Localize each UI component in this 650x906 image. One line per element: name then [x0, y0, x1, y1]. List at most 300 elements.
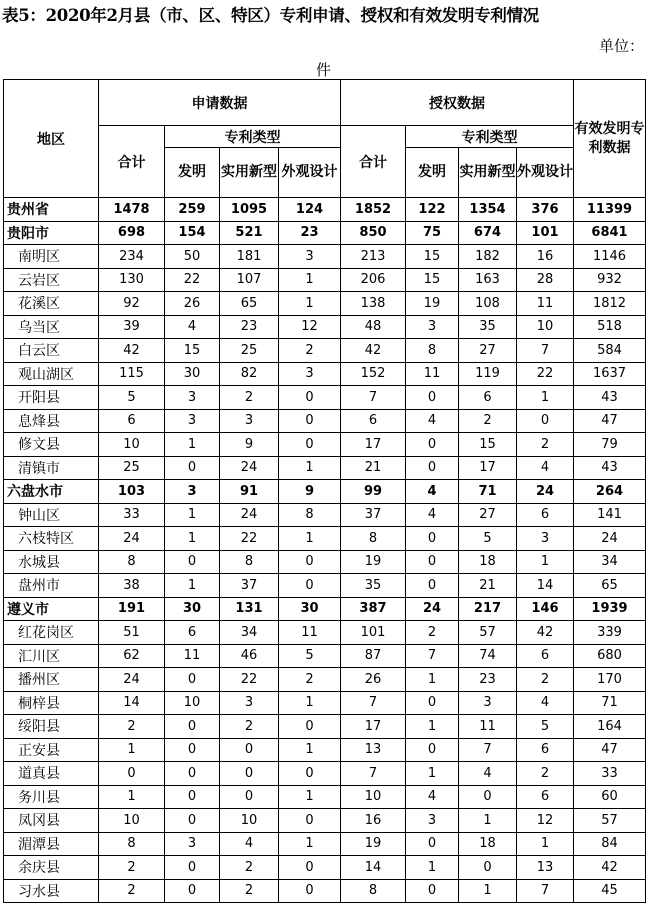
cell-grant-total: 7: [341, 386, 406, 410]
table-row: [4, 480, 646, 504]
header-grant-design: 外观设计: [517, 148, 574, 198]
cell-region: 汇川区: [4, 644, 99, 668]
cell-valid: 1939: [574, 597, 646, 621]
cell-grant-invention: 1: [406, 762, 459, 786]
cell-apply-total: 1: [99, 738, 165, 762]
cell-apply-utility: 4: [220, 832, 279, 856]
cell-grant-utility: 0: [459, 856, 517, 880]
cell-apply-utility: 2: [220, 715, 279, 739]
cell-apply-total: 191: [99, 597, 165, 621]
table-row: [4, 362, 646, 386]
cell-valid: 339: [574, 621, 646, 645]
cell-apply-invention: 1: [165, 527, 220, 551]
cell-apply-total: 6: [99, 409, 165, 433]
cell-apply-design: 0: [279, 409, 341, 433]
cell-grant-invention: 0: [406, 879, 459, 903]
cell-apply-design: 1: [279, 456, 341, 480]
table-row: [4, 339, 646, 363]
header-grant-utility: 实用新型: [459, 148, 517, 198]
table-row: [4, 268, 646, 292]
cell-apply-total: 234: [99, 245, 165, 269]
cell-apply-total: 24: [99, 527, 165, 551]
cell-apply-design: 1: [279, 785, 341, 809]
table-row: [4, 527, 646, 551]
table-row: [4, 785, 646, 809]
table-row: [4, 245, 646, 269]
cell-apply-design: 23: [279, 221, 341, 245]
cell-apply-invention: 11: [165, 644, 220, 668]
cell-apply-utility: 2: [220, 386, 279, 410]
cell-grant-total: 206: [341, 268, 406, 292]
table-row: [4, 315, 646, 339]
cell-grant-total: 21: [341, 456, 406, 480]
cell-apply-total: 115: [99, 362, 165, 386]
cell-grant-utility: 74: [459, 644, 517, 668]
cell-grant-design: 0: [517, 409, 574, 433]
cell-apply-design: 1: [279, 268, 341, 292]
table-title: 表5：2020年2月县（市、区、特区）专利申请、授权和有效发明专利情况: [2, 6, 539, 25]
cell-grant-design: 10: [517, 315, 574, 339]
cell-apply-design: 0: [279, 550, 341, 574]
cell-grant-total: 99: [341, 480, 406, 504]
cell-grant-utility: 1354: [459, 198, 517, 222]
cell-valid: 65: [574, 574, 646, 598]
cell-apply-design: 11: [279, 621, 341, 645]
cell-grant-design: 22: [517, 362, 574, 386]
cell-grant-utility: 1: [459, 809, 517, 833]
cell-valid: 264: [574, 480, 646, 504]
table-row: [4, 621, 646, 645]
cell-apply-invention: 0: [165, 738, 220, 762]
cell-apply-invention: 0: [165, 762, 220, 786]
cell-apply-design: 2: [279, 668, 341, 692]
cell-apply-total: 103: [99, 480, 165, 504]
header-grant-type-group: 专利类型: [406, 126, 574, 148]
cell-apply-design: 1: [279, 691, 341, 715]
cell-region: 云岩区: [4, 268, 99, 292]
cell-grant-utility: 11: [459, 715, 517, 739]
cell-apply-utility: 10: [220, 809, 279, 833]
cell-apply-total: 39: [99, 315, 165, 339]
cell-region: 正安县: [4, 738, 99, 762]
cell-apply-utility: 9: [220, 433, 279, 457]
cell-grant-total: 17: [341, 715, 406, 739]
cell-apply-utility: 46: [220, 644, 279, 668]
cell-apply-utility: 107: [220, 268, 279, 292]
cell-grant-total: 10: [341, 785, 406, 809]
cell-grant-invention: 15: [406, 245, 459, 269]
cell-apply-total: 698: [99, 221, 165, 245]
cell-region: 绥阳县: [4, 715, 99, 739]
cell-apply-total: 130: [99, 268, 165, 292]
cell-grant-total: 7: [341, 691, 406, 715]
cell-apply-invention: 10: [165, 691, 220, 715]
cell-grant-design: 7: [517, 879, 574, 903]
cell-grant-design: 1: [517, 386, 574, 410]
cell-apply-utility: 181: [220, 245, 279, 269]
cell-valid: 43: [574, 386, 646, 410]
cell-region: 贵阳市: [4, 221, 99, 245]
cell-apply-design: 9: [279, 480, 341, 504]
cell-apply-utility: 3: [220, 409, 279, 433]
cell-apply-invention: 6: [165, 621, 220, 645]
cell-grant-invention: 1: [406, 856, 459, 880]
cell-apply-design: 0: [279, 574, 341, 598]
cell-apply-design: 2: [279, 339, 341, 363]
cell-grant-invention: 4: [406, 785, 459, 809]
cell-grant-utility: 0: [459, 785, 517, 809]
cell-grant-utility: 18: [459, 832, 517, 856]
cell-grant-design: 4: [517, 691, 574, 715]
cell-grant-utility: 23: [459, 668, 517, 692]
cell-valid: 45: [574, 879, 646, 903]
cell-apply-design: 12: [279, 315, 341, 339]
cell-grant-invention: 4: [406, 503, 459, 527]
cell-grant-total: 138: [341, 292, 406, 316]
cell-valid: 1637: [574, 362, 646, 386]
cell-grant-design: 1: [517, 832, 574, 856]
cell-apply-total: 10: [99, 433, 165, 457]
cell-apply-utility: 131: [220, 597, 279, 621]
cell-region: 贵州省: [4, 198, 99, 222]
cell-apply-design: 1: [279, 832, 341, 856]
table-row: [4, 668, 646, 692]
cell-region: 修文县: [4, 433, 99, 457]
cell-valid: 518: [574, 315, 646, 339]
cell-apply-utility: 521: [220, 221, 279, 245]
cell-grant-utility: 2: [459, 409, 517, 433]
cell-apply-design: 0: [279, 386, 341, 410]
cell-grant-total: 48: [341, 315, 406, 339]
cell-apply-total: 2: [99, 856, 165, 880]
cell-grant-total: 7: [341, 762, 406, 786]
cell-apply-design: 0: [279, 879, 341, 903]
cell-grant-total: 1852: [341, 198, 406, 222]
cell-valid: 84: [574, 832, 646, 856]
cell-apply-design: 1: [279, 527, 341, 551]
patent-table: [3, 79, 646, 903]
cell-valid: 932: [574, 268, 646, 292]
cell-apply-utility: 0: [220, 762, 279, 786]
cell-apply-invention: 0: [165, 668, 220, 692]
cell-grant-total: 17: [341, 433, 406, 457]
table-row: [4, 456, 646, 480]
table-row: [4, 644, 646, 668]
cell-region: 开阳县: [4, 386, 99, 410]
cell-region: 桐梓县: [4, 691, 99, 715]
cell-grant-design: 5: [517, 715, 574, 739]
cell-grant-design: 1: [517, 550, 574, 574]
cell-region: 红花岗区: [4, 621, 99, 645]
cell-grant-utility: 119: [459, 362, 517, 386]
cell-grant-invention: 0: [406, 456, 459, 480]
cell-apply-utility: 91: [220, 480, 279, 504]
cell-apply-total: 92: [99, 292, 165, 316]
cell-apply-utility: 37: [220, 574, 279, 598]
cell-apply-utility: 0: [220, 785, 279, 809]
cell-valid: 170: [574, 668, 646, 692]
cell-apply-total: 25: [99, 456, 165, 480]
header-apply-type-group: 专利类型: [165, 126, 341, 148]
cell-grant-total: 101: [341, 621, 406, 645]
table-row: [4, 386, 646, 410]
cell-apply-invention: 259: [165, 198, 220, 222]
table-body: [4, 198, 646, 903]
table-row: [4, 762, 646, 786]
cell-apply-invention: 0: [165, 785, 220, 809]
cell-apply-total: 24: [99, 668, 165, 692]
table-row: [4, 879, 646, 903]
cell-apply-utility: 8: [220, 550, 279, 574]
cell-grant-invention: 1: [406, 668, 459, 692]
cell-grant-utility: 5: [459, 527, 517, 551]
cell-apply-utility: 22: [220, 527, 279, 551]
cell-grant-total: 387: [341, 597, 406, 621]
cell-grant-utility: 35: [459, 315, 517, 339]
cell-region: 南明区: [4, 245, 99, 269]
cell-grant-invention: 15: [406, 268, 459, 292]
cell-apply-total: 2: [99, 715, 165, 739]
cell-apply-invention: 0: [165, 715, 220, 739]
cell-valid: 33: [574, 762, 646, 786]
cell-grant-invention: 19: [406, 292, 459, 316]
cell-grant-utility: 108: [459, 292, 517, 316]
cell-grant-invention: 75: [406, 221, 459, 245]
cell-grant-utility: 17: [459, 456, 517, 480]
header-apply-invention: 发明: [165, 148, 220, 198]
cell-apply-utility: 34: [220, 621, 279, 645]
cell-apply-total: 8: [99, 832, 165, 856]
cell-apply-design: 0: [279, 433, 341, 457]
cell-apply-invention: 1: [165, 433, 220, 457]
cell-grant-invention: 7: [406, 644, 459, 668]
cell-apply-total: 42: [99, 339, 165, 363]
cell-grant-invention: 0: [406, 386, 459, 410]
table-row: [4, 221, 646, 245]
cell-apply-utility: 23: [220, 315, 279, 339]
cell-grant-total: 19: [341, 550, 406, 574]
cell-apply-design: 30: [279, 597, 341, 621]
cell-grant-invention: 0: [406, 738, 459, 762]
cell-apply-utility: 2: [220, 879, 279, 903]
cell-grant-invention: 11: [406, 362, 459, 386]
cell-region: 观山湖区: [4, 362, 99, 386]
cell-grant-design: 3: [517, 527, 574, 551]
cell-region: 凤冈县: [4, 809, 99, 833]
cell-apply-invention: 0: [165, 856, 220, 880]
cell-grant-invention: 2: [406, 621, 459, 645]
cell-apply-invention: 1: [165, 503, 220, 527]
cell-apply-design: 0: [279, 856, 341, 880]
header-grant-group: 授权数据: [341, 80, 574, 126]
cell-grant-utility: 15: [459, 433, 517, 457]
cell-apply-total: 0: [99, 762, 165, 786]
cell-grant-total: 42: [341, 339, 406, 363]
cell-grant-invention: 3: [406, 315, 459, 339]
header-valid: 有效发明专利数据: [574, 80, 646, 198]
cell-apply-utility: 65: [220, 292, 279, 316]
table-row: [4, 409, 646, 433]
cell-apply-invention: 4: [165, 315, 220, 339]
cell-apply-invention: 3: [165, 832, 220, 856]
cell-valid: 1146: [574, 245, 646, 269]
cell-region: 清镇市: [4, 456, 99, 480]
cell-grant-design: 11: [517, 292, 574, 316]
cell-apply-invention: 0: [165, 550, 220, 574]
cell-grant-utility: 1: [459, 879, 517, 903]
cell-grant-utility: 7: [459, 738, 517, 762]
cell-apply-design: 8: [279, 503, 341, 527]
cell-grant-design: 2: [517, 668, 574, 692]
cell-grant-total: 19: [341, 832, 406, 856]
cell-grant-total: 8: [341, 879, 406, 903]
cell-apply-invention: 15: [165, 339, 220, 363]
cell-apply-total: 62: [99, 644, 165, 668]
cell-grant-utility: 4: [459, 762, 517, 786]
cell-apply-utility: 24: [220, 456, 279, 480]
cell-apply-invention: 0: [165, 879, 220, 903]
cell-grant-design: 6: [517, 738, 574, 762]
cell-grant-design: 16: [517, 245, 574, 269]
cell-apply-utility: 22: [220, 668, 279, 692]
cell-apply-total: 5: [99, 386, 165, 410]
header-grant-invention: 发明: [406, 148, 459, 198]
table-row: [4, 715, 646, 739]
unit-label: 单位：: [598, 37, 644, 55]
cell-apply-design: 1: [279, 292, 341, 316]
cell-apply-design: 3: [279, 362, 341, 386]
cell-apply-utility: 25: [220, 339, 279, 363]
cell-apply-invention: 30: [165, 362, 220, 386]
cell-grant-utility: 6: [459, 386, 517, 410]
cell-apply-design: 124: [279, 198, 341, 222]
cell-apply-invention: 1: [165, 574, 220, 598]
table-row: [4, 597, 646, 621]
cell-apply-invention: 3: [165, 409, 220, 433]
cell-apply-invention: 50: [165, 245, 220, 269]
table-row: [4, 574, 646, 598]
cell-grant-utility: 3: [459, 691, 517, 715]
header-apply-utility: 实用新型: [220, 148, 279, 198]
cell-valid: 47: [574, 409, 646, 433]
cell-grant-utility: 27: [459, 503, 517, 527]
cell-valid: 43: [574, 456, 646, 480]
cell-valid: 71: [574, 691, 646, 715]
cell-apply-invention: 26: [165, 292, 220, 316]
cell-grant-utility: 674: [459, 221, 517, 245]
cell-apply-total: 38: [99, 574, 165, 598]
cell-grant-invention: 4: [406, 480, 459, 504]
cell-grant-design: 4: [517, 456, 574, 480]
table-row: [4, 809, 646, 833]
cell-valid: 60: [574, 785, 646, 809]
cell-grant-invention: 0: [406, 433, 459, 457]
cell-apply-utility: 0: [220, 738, 279, 762]
cell-grant-design: 101: [517, 221, 574, 245]
cell-apply-utility: 82: [220, 362, 279, 386]
cell-grant-utility: 27: [459, 339, 517, 363]
cell-region: 播州区: [4, 668, 99, 692]
cell-apply-design: 0: [279, 762, 341, 786]
cell-region: 余庆县: [4, 856, 99, 880]
cell-grant-total: 13: [341, 738, 406, 762]
cell-grant-total: 26: [341, 668, 406, 692]
cell-apply-total: 8: [99, 550, 165, 574]
cell-grant-design: 12: [517, 809, 574, 833]
header-apply-total: 合计: [99, 126, 165, 198]
cell-apply-total: 1: [99, 785, 165, 809]
cell-region: 花溪区: [4, 292, 99, 316]
cell-grant-invention: 0: [406, 527, 459, 551]
cell-valid: 79: [574, 433, 646, 457]
cell-grant-design: 2: [517, 762, 574, 786]
cell-region: 习水县: [4, 879, 99, 903]
cell-apply-total: 33: [99, 503, 165, 527]
cell-valid: 47: [574, 738, 646, 762]
cell-valid: 11399: [574, 198, 646, 222]
cell-apply-total: 14: [99, 691, 165, 715]
cell-valid: 57: [574, 809, 646, 833]
table-row: [4, 738, 646, 762]
cell-apply-total: 1478: [99, 198, 165, 222]
cell-valid: 42: [574, 856, 646, 880]
cell-grant-total: 14: [341, 856, 406, 880]
cell-grant-invention: 8: [406, 339, 459, 363]
cell-grant-design: 6: [517, 785, 574, 809]
cell-grant-design: 2: [517, 433, 574, 457]
cell-apply-invention: 22: [165, 268, 220, 292]
cell-grant-total: 37: [341, 503, 406, 527]
cell-grant-invention: 0: [406, 832, 459, 856]
cell-grant-total: 8: [341, 527, 406, 551]
cell-grant-invention: 122: [406, 198, 459, 222]
cell-grant-invention: 0: [406, 574, 459, 598]
cell-grant-invention: 1: [406, 715, 459, 739]
header-apply-group: 申请数据: [99, 80, 341, 126]
cell-apply-utility: 24: [220, 503, 279, 527]
cell-region: 钟山区: [4, 503, 99, 527]
cell-apply-invention: 30: [165, 597, 220, 621]
cell-region: 务川县: [4, 785, 99, 809]
cell-apply-utility: 3: [220, 691, 279, 715]
cell-grant-design: 42: [517, 621, 574, 645]
cell-apply-invention: 154: [165, 221, 220, 245]
table-row: [4, 292, 646, 316]
cell-apply-utility: 2: [220, 856, 279, 880]
cell-valid: 680: [574, 644, 646, 668]
cell-grant-invention: 4: [406, 409, 459, 433]
cell-grant-total: 6: [341, 409, 406, 433]
cell-region: 水城县: [4, 550, 99, 574]
table-row: [4, 691, 646, 715]
cell-grant-utility: 163: [459, 268, 517, 292]
cell-grant-design: 146: [517, 597, 574, 621]
cell-grant-total: 16: [341, 809, 406, 833]
cell-region: 遵义市: [4, 597, 99, 621]
cell-grant-design: 6: [517, 503, 574, 527]
cell-grant-total: 35: [341, 574, 406, 598]
cell-grant-invention: 0: [406, 550, 459, 574]
header-apply-design: 外观设计: [279, 148, 341, 198]
cell-grant-total: 87: [341, 644, 406, 668]
cell-valid: 24: [574, 527, 646, 551]
cell-region: 盘州市: [4, 574, 99, 598]
cell-grant-utility: 217: [459, 597, 517, 621]
cell-grant-utility: 71: [459, 480, 517, 504]
header-region: 地区: [4, 80, 99, 198]
cell-apply-total: 51: [99, 621, 165, 645]
cell-grant-invention: 0: [406, 691, 459, 715]
